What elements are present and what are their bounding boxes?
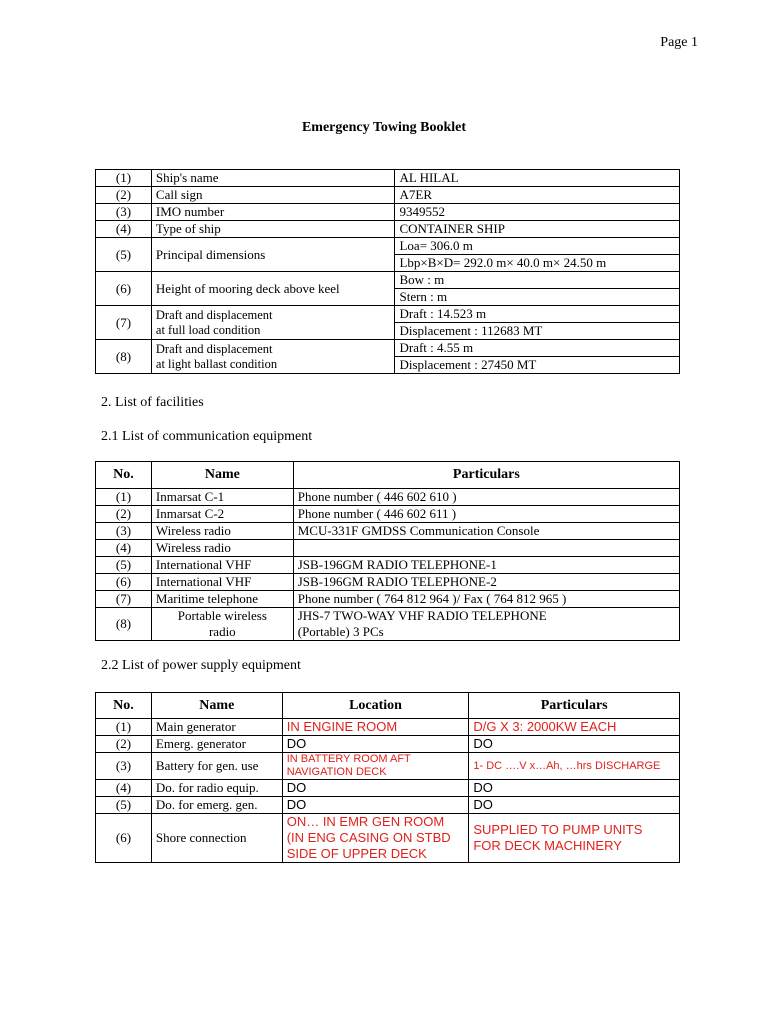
row-value: Displacement : 27450 MT (395, 357, 680, 374)
row-item: Ship's name (151, 170, 395, 187)
communication-equipment-table (95, 461, 680, 641)
row-particulars-line: FOR DECK MACHINERY (473, 838, 622, 853)
row-name: Inmarsat C-1 (151, 489, 293, 506)
row-particulars-line: (Portable) 3 PCs (297, 624, 384, 639)
section-heading: 2.1 List of communication equipment (101, 429, 313, 444)
row-location-line: ON… IN EMR GEN ROOM (286, 814, 445, 829)
row-particulars: DO (469, 797, 680, 814)
row-particulars: Phone number ( 764 812 964 )/ Fax ( 764 812 965 ) (293, 591, 679, 608)
row-number: (6) (96, 814, 152, 863)
page-number: Page 1 (660, 35, 698, 50)
row-item (151, 306, 395, 340)
row-location-line: (IN ENG CASING ON STBD (286, 830, 451, 845)
row-value: CONTAINER SHIP (395, 221, 680, 238)
table-row (96, 204, 680, 221)
row-name: Emerg. generator (151, 736, 282, 753)
row-particulars: JSB-196GM RADIO TELEPHONE-2 (293, 574, 679, 591)
row-number: (6) (96, 272, 152, 306)
row-number: (2) (96, 187, 152, 204)
row-particulars: DO (469, 736, 680, 753)
table-header-row (96, 693, 680, 719)
row-number: (4) (96, 780, 152, 797)
row-location: DO (282, 736, 469, 753)
table-row (96, 557, 680, 574)
row-particulars: Phone number ( 446 602 611 ) (293, 506, 679, 523)
row-number: (2) (96, 736, 152, 753)
row-name (151, 608, 293, 641)
row-name: Shore connection (151, 814, 282, 863)
row-number: (8) (96, 340, 152, 374)
row-location-line: SIDE OF UPPER DECK (286, 846, 427, 861)
row-item-line: at light ballast condition (155, 356, 278, 371)
row-number: (8) (96, 608, 152, 641)
row-number: (1) (96, 489, 152, 506)
row-item: Height of mooring deck above keel (151, 272, 395, 306)
row-particulars-line: JHS-7 TWO-WAY VHF RADIO TELEPHONE (297, 608, 547, 623)
column-header: Particulars (293, 462, 679, 489)
row-item (151, 340, 395, 374)
section-heading: 2. List of facilities (101, 395, 204, 410)
row-number: (5) (96, 238, 152, 272)
column-header: No. (96, 462, 152, 489)
table-row (96, 540, 680, 557)
row-name: Inmarsat C-2 (151, 506, 293, 523)
column-header: Name (151, 693, 282, 719)
table-row (96, 736, 680, 753)
row-value: Draft : 14.523 m (395, 306, 680, 323)
table-header-row (96, 462, 680, 489)
row-particulars: MCU-331F GMDSS Communication Console (293, 523, 679, 540)
table-row (96, 523, 680, 540)
row-particulars-line: SUPPLIED TO PUMP UNITS (473, 822, 643, 837)
row-location-line: NAVIGATION DECK (286, 766, 387, 778)
row-number: (3) (96, 204, 152, 221)
row-number: (4) (96, 221, 152, 238)
row-value: Bow : m (395, 272, 680, 289)
table-row (96, 340, 680, 357)
column-header: Particulars (469, 693, 680, 719)
row-location (282, 814, 469, 863)
row-item-line: at full load condition (155, 322, 261, 337)
table-row (96, 238, 680, 255)
column-header: Name (151, 462, 293, 489)
row-number: (1) (96, 170, 152, 187)
table-row (96, 489, 680, 506)
row-name: Wireless radio (151, 523, 293, 540)
row-number: (1) (96, 719, 152, 736)
row-name-line: radio (208, 624, 236, 639)
row-particulars: JSB-196GM RADIO TELEPHONE-1 (293, 557, 679, 574)
row-location: DO (282, 780, 469, 797)
row-item: Principal dimensions (151, 238, 395, 272)
table-row (96, 187, 680, 204)
row-location: IN ENGINE ROOM (282, 719, 469, 736)
row-name: Do. for radio equip. (151, 780, 282, 797)
row-number: (2) (96, 506, 152, 523)
table-row (96, 719, 680, 736)
row-name: International VHF (151, 557, 293, 574)
table-row (96, 306, 680, 323)
row-name: Wireless radio (151, 540, 293, 557)
row-name: Main generator (151, 719, 282, 736)
row-item: IMO number (151, 204, 395, 221)
row-location (282, 753, 469, 780)
row-number: (5) (96, 557, 152, 574)
row-number: (3) (96, 523, 152, 540)
power-supply-equipment-table (95, 692, 680, 863)
row-number: (4) (96, 540, 152, 557)
document-title: Emergency Towing Booklet (301, 120, 467, 135)
row-value: Draft : 4.55 m (395, 340, 680, 357)
row-number: (5) (96, 797, 152, 814)
row-item-line: Draft and displacement (155, 341, 273, 356)
table-row (96, 608, 680, 641)
row-name-line: Portable wireless (177, 608, 267, 623)
table-row (96, 221, 680, 238)
row-particulars (469, 814, 680, 863)
table-row (96, 753, 680, 780)
row-location-line: IN BATTERY ROOM AFT (286, 753, 411, 765)
row-value: A7ER (395, 187, 680, 204)
row-number: (6) (96, 574, 152, 591)
row-particulars: 1- DC ….V x…Ah, …hrs DISCHARGE (469, 753, 680, 780)
row-item-line: Draft and displacement (155, 307, 273, 322)
row-value: 9349552 (395, 204, 680, 221)
column-header: Location (282, 693, 469, 719)
table-row (96, 170, 680, 187)
section-heading: 2.2 List of power supply equipment (101, 658, 301, 673)
table-row (96, 574, 680, 591)
row-value: Displacement : 112683 MT (395, 323, 680, 340)
row-value: Loa= 306.0 m (395, 238, 680, 255)
row-item: Type of ship (151, 221, 395, 238)
ship-particulars-table (95, 169, 680, 374)
row-name: Maritime telephone (151, 591, 293, 608)
row-name: Battery for gen. use (151, 753, 282, 780)
row-number: (7) (96, 591, 152, 608)
table-row (96, 591, 680, 608)
table-row (96, 780, 680, 797)
row-particulars: D/G X 3: 2000KW EACH (469, 719, 680, 736)
row-number: (3) (96, 753, 152, 780)
row-value: AL HILAL (395, 170, 680, 187)
table-row (96, 797, 680, 814)
row-location: DO (282, 797, 469, 814)
table-row (96, 506, 680, 523)
row-item: Call sign (151, 187, 395, 204)
row-value: Stern : m (395, 289, 680, 306)
row-name: Do. for emerg. gen. (151, 797, 282, 814)
row-particulars (293, 608, 679, 641)
row-particulars (293, 540, 679, 557)
row-value: Lbp×B×D= 292.0 m× 40.0 m× 24.50 m (395, 255, 680, 272)
table-row (96, 272, 680, 289)
row-name: International VHF (151, 574, 293, 591)
table-row (96, 814, 680, 863)
column-header: No. (96, 693, 152, 719)
row-particulars: DO (469, 780, 680, 797)
row-number: (7) (96, 306, 152, 340)
row-particulars: Phone number ( 446 602 610 ) (293, 489, 679, 506)
